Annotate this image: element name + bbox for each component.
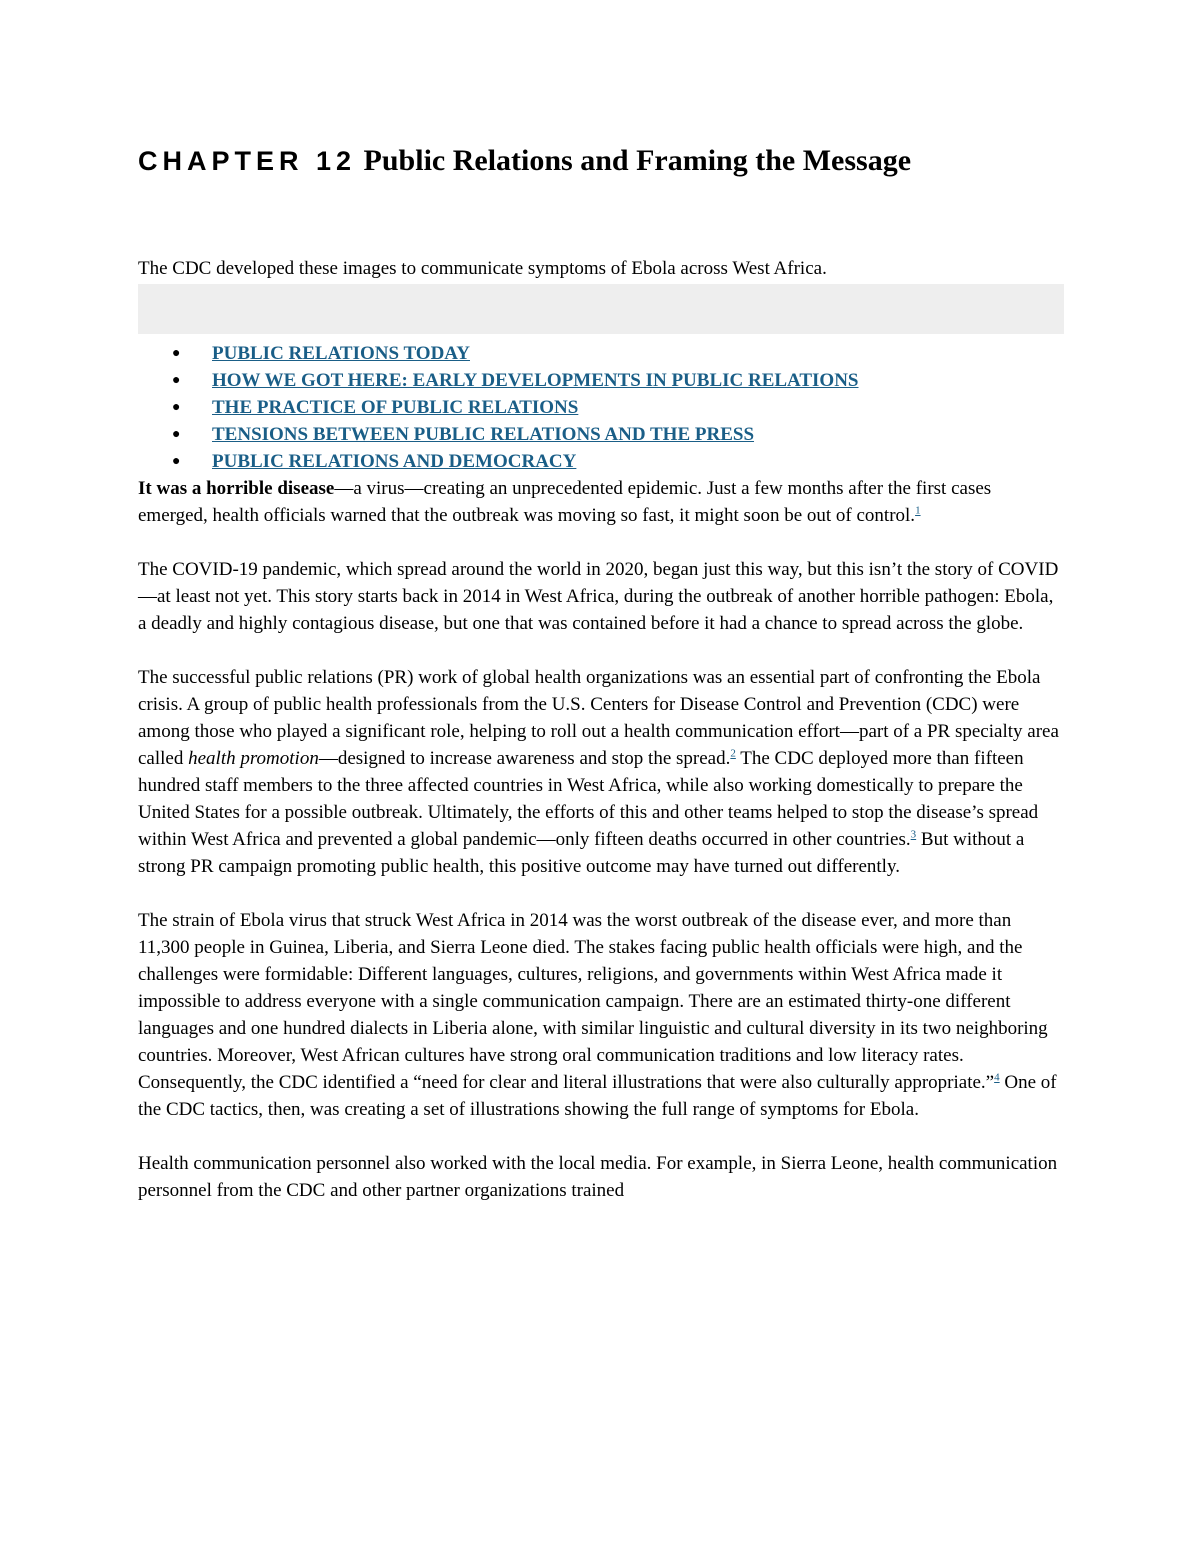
paragraph-local-media: Health communication personnel also worked with the local media. For example, in Sierra Leone, health communication personnel from the CDC and other partner organizations trained [138, 1153, 1058, 1201]
paragraph-text: The strain of Ebola virus that struck West Africa in 2014 was the worst outbreak of the disease ever, and more than 11,300 people in Guinea, Liberia, and Sierra Leone died. The stakes facing public health officials were high, and the challenges were formidable: Different languages, cultures, religions, and governments within West Africa made it impossible to address everyone with a single communication campaign. There are an estimated thirty-one different languages and one hundred dialects in Liberia alone, with similar linguistic and cultural diversity in its two neighboring countries. Moreover, West African cultures have strong oral communication traditions and low literacy rates. Consequently, the CDC identified a “need for clear and literal illustrations that were also culturally appropriate.” [138, 910, 1048, 1093]
outline-item [172, 394, 1064, 421]
paragraph-lead: It was a horrible disease [138, 478, 335, 499]
ebola-symptoms-image [138, 284, 1064, 334]
footnote-link-4[interactable]: 4 [994, 1071, 1000, 1084]
paragraph-covid: The COVID-19 pandemic, which spread around the world in 2020, began just this way, but this isn’t the story of COVID—at least not yet. This story starts back in 2014 in West Africa, during the outbreak of another horrible pathogen: Ebola, a deadly and highly contagious disease, but one that was contained before it had a chance to spread across the globe. [138, 559, 1059, 634]
outline-link-practice-of-pr[interactable]: THE PRACTICE OF PUBLIC RELATIONS [212, 397, 579, 418]
term-health-promotion: health promotion [188, 748, 319, 769]
footnote-link-2[interactable]: 2 [730, 747, 736, 760]
bullet-icon: ● [172, 346, 181, 361]
paragraph-text: The CDC deployed more than fifteen hundred staff members to the three affected countries in West Africa, while also working domestically to prepare the United States for a possible outbreak. Ultimately, the efforts of this and other teams helped to stop the disease’s spread within West Africa and prevented a global pandemic—only fifteen deaths occurred in other countries. [138, 748, 1039, 850]
chapter-label: CHAPTER 12 [138, 146, 357, 176]
paragraph-ebola-strain [138, 907, 1064, 1123]
paragraph-text: —designed to increase awareness and stop the spread. [318, 748, 731, 769]
document-page [138, 140, 1064, 1231]
outline-link-pr-and-democracy[interactable]: PUBLIC RELATIONS AND DEMOCRACY [212, 451, 577, 472]
outline-item [172, 421, 1064, 448]
outline-item [172, 340, 1064, 367]
paragraph-text: The successful public relations (PR) work of global health organizations was an essential part of confronting the Ebola crisis. A group of public health professionals from the U.S. Centers for Disease Control and Prevention (CDC) were among those who played a significant role, helping to roll out a health communication effort—part of a PR specialty area called [138, 667, 1059, 769]
chapter-heading [138, 140, 1064, 182]
outline-link-public-relations-today[interactable]: PUBLIC RELATIONS TODAY [212, 343, 470, 364]
paragraph-intro [138, 475, 1064, 529]
chapter-title: Public Relations and Framing the Message [363, 144, 912, 177]
image-caption: The CDC developed these images to communicate symptoms of Ebola across West Africa. [138, 258, 827, 279]
bullet-icon: ● [172, 427, 181, 442]
outline-item [172, 367, 1064, 394]
bullet-icon: ● [172, 400, 181, 415]
footnote-link-3[interactable]: 3 [910, 828, 917, 841]
bullet-icon: ● [172, 373, 181, 388]
outline-link-early-developments[interactable]: HOW WE GOT HERE: EARLY DEVELOPMENTS IN PUBLIC RELATIONS [212, 370, 859, 391]
outline-link-tensions-with-press[interactable]: TENSIONS BETWEEN PUBLIC RELATIONS AND THE PRESS [212, 424, 755, 445]
bullet-icon: ● [172, 454, 181, 469]
paragraph-text: —a virus—creating an unprecedented epidemic. Just a few months after the first cases emerged, health officials warned that the outbreak was moving so fast, it might soon be out of control. [138, 478, 992, 526]
paragraph-text: But without a strong PR campaign promoting public health, this positive outcome may have turned out differently. [138, 829, 1025, 877]
paragraph-pr-work [138, 664, 1064, 880]
outline-item [172, 448, 1064, 475]
chapter-outline [138, 340, 1064, 475]
paragraph-text: One of the CDC tactics, then, was creating a set of illustrations showing the full range of symptoms for Ebola. [138, 1072, 1057, 1120]
footnote-link-1[interactable]: 1 [915, 504, 921, 517]
